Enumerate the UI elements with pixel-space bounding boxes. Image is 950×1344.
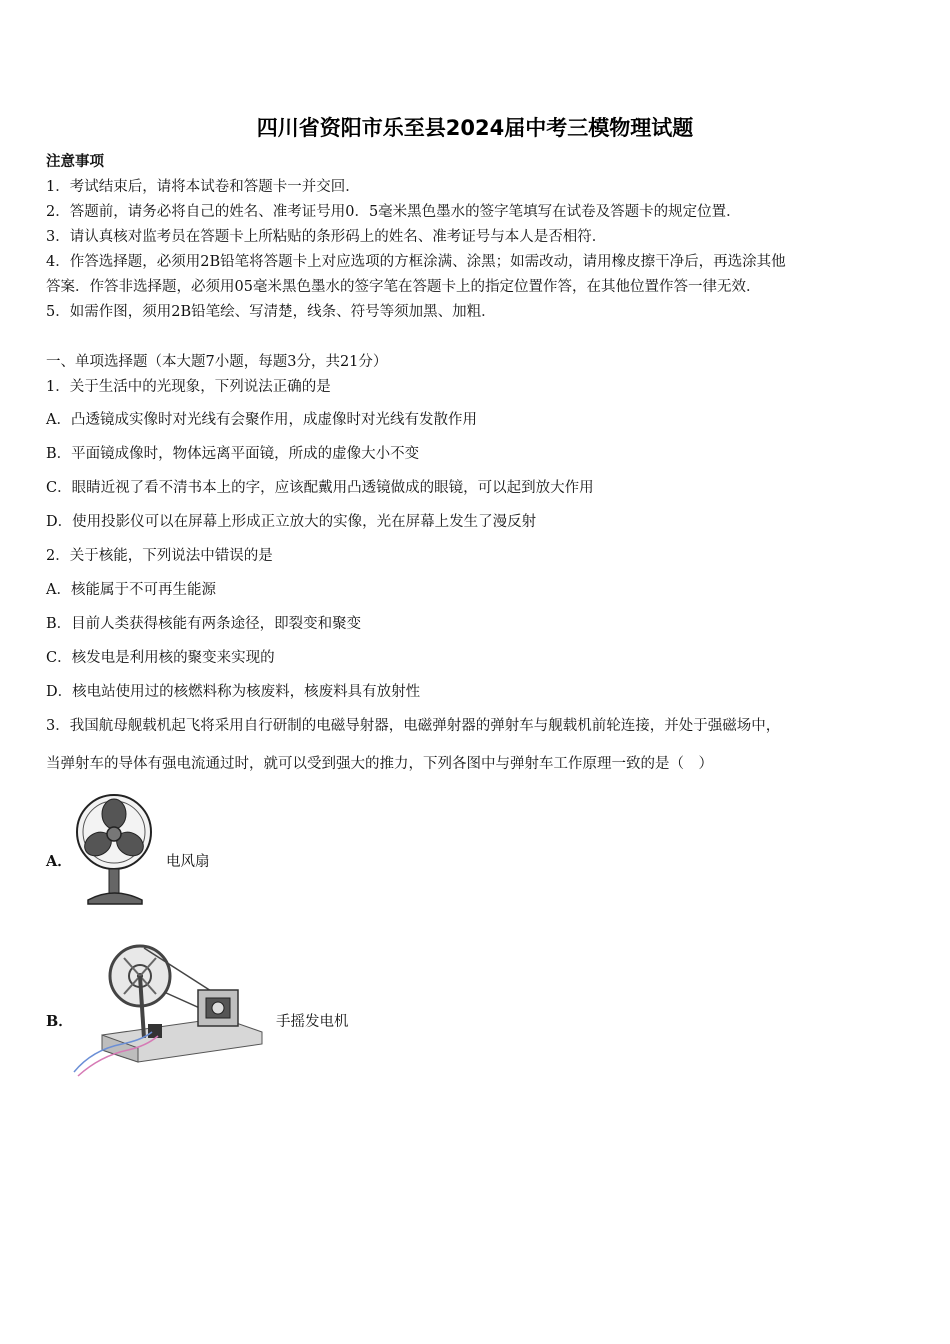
notice-item-4: 4．作答选择题，必须用2B铅笔将答题卡上对应选项的方框涂满、涂黑；如需改动，请用橡皮擦干净后，再选涂其他 <box>46 254 786 270</box>
notice-item-5: 5．如需作图，须用2B铅笔绘、写清楚，线条、符号等须加黑、加粗． <box>46 304 496 320</box>
hand-crank-generator-icon <box>72 940 268 1080</box>
q1-option-b: B．平面镜成像时，物体远离平面镜，所成的虚像大小不变 <box>46 446 420 462</box>
notice-item-3: 3．请认真核对监考员在答题卡上所粘贴的条形码上的姓名、准考证号与本人是否相符． <box>46 229 607 245</box>
q2-stem: 2．关于核能，下列说法中错误的是 <box>46 548 273 564</box>
q1-option-a: A．凸透镜成实像时对光线有会聚作用，成虚像时对光线有发散作用 <box>46 412 477 428</box>
notice-item-1: 1．考试结束后，请将本试卷和答题卡一并交回． <box>46 179 360 195</box>
q2-option-c: C．核发电是利用核的聚变来实现的 <box>46 650 275 666</box>
electric-fan-icon <box>74 788 156 910</box>
q2-option-b: B．目前人类获得核能有两条途径，即裂变和聚变 <box>46 616 362 632</box>
section-heading: 一、单项选择题（本大题7小题，每题3分，共21分） <box>46 354 388 370</box>
q1-stem: 1．关于生活中的光现象，下列说法正确的是 <box>46 379 331 395</box>
q3-stem-line2: 当弹射车的导体有强电流通过时，就可以受到强大的推力，下列各图中与弹射车工作原理一致的是（ ） <box>46 756 713 772</box>
notice-heading: 注意事项 <box>46 153 104 170</box>
notice-item-4-cont: 答案．作答非选择题，必须用05毫米黑色墨水的签字笔在答题卡上的指定位置作答，在其他位置作答一律无效． <box>46 279 761 295</box>
q2-option-d: D．核电站使用过的核燃料称为核废料，核废料具有放射性 <box>46 684 421 700</box>
exam-title: 四川省资阳市乐至县2024届中考三模物理试题 <box>256 116 694 140</box>
q2-option-a: A．核能属于不可再生能源 <box>46 582 216 598</box>
q1-option-c: C．眼睛近视了看不清书本上的字，应该配戴用凸透镜做成的眼镜，可以起到放大作用 <box>46 480 594 496</box>
q1-option-d: D．使用投影仪可以在屏幕上形成正立放大的实像，光在屏幕上发生了漫反射 <box>46 514 537 530</box>
q3-option-b-label: B． <box>46 1013 73 1030</box>
q3-option-b-caption: 手摇发电机 <box>276 1014 349 1030</box>
notice-item-2: 2．答题前，请务必将自己的姓名、准考证号用0．5毫米黑色墨水的签字笔填写在试卷及答题卡的规定位置． <box>46 204 741 220</box>
q3-option-a-caption: 电风扇 <box>166 854 210 870</box>
q3-stem-line1: 3．我国航母舰载机起飞将采用自行研制的电磁导射器，电磁弹射器的弹射车与舰载机前轮连接，并处于强磁场中， <box>46 718 781 734</box>
q3-option-a-label: A． <box>46 853 72 870</box>
